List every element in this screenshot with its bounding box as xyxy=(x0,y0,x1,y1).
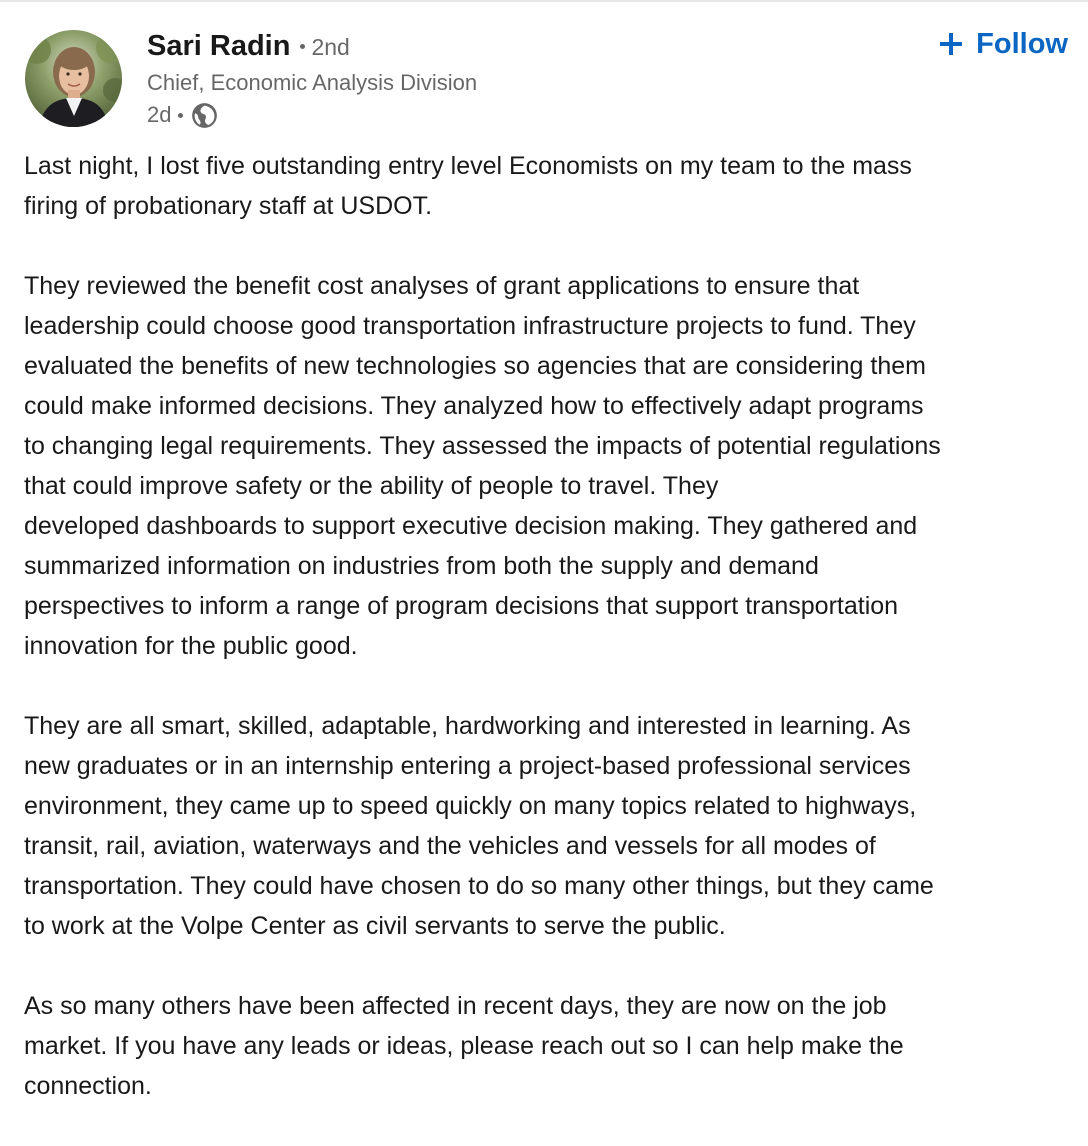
separator-dot xyxy=(178,113,183,118)
profile-photo xyxy=(25,30,122,127)
globe-icon xyxy=(191,102,218,129)
author-headline: Chief, Economic Analysis Division xyxy=(147,70,478,95)
author-name[interactable]: Sari Radin xyxy=(147,30,291,62)
avatar[interactable] xyxy=(25,30,122,127)
connection-degree xyxy=(298,34,349,61)
connection-degree-label: 2nd xyxy=(311,34,350,60)
author-line xyxy=(147,30,350,68)
post-paragraph: They reviewed the benefit cost analyses of grant applications to ensure that leadership could choose good transportation infrastructure projects to fund. They evaluated the benefits of new technologies so agencies that are considering them could make informed decisions. They analyzed how to effectively adapt programs to changing legal requirements. They assessed the impacts of potential regulations that could improve safety or the ability of people to travel. They developed dashboards to support executive decision making. They gathered and summarized information on industries from both the supply and demand perspectives to inform a range of program decisions that support transportation innovation for the public good. xyxy=(24,272,941,660)
plus-icon xyxy=(938,31,964,57)
follow-label: Follow xyxy=(976,27,1068,60)
post-paragraph: They are all smart, skilled, adaptable, hardworking and interested in learning. As new graduates or in an internship entering a project-based professional services environment, they came up to speed quickly on many topics related to highways, transit, rail, aviation, waterways and the vehicles and vessels for all modes of transportation. They could have chosen to do so many other things, but they came to work at the Volpe Center as civil servants to serve the public. xyxy=(24,712,934,940)
post-meta xyxy=(147,100,218,130)
post-text xyxy=(24,146,1069,1146)
post-paragraph: As so many others have been affected in recent days, they are now on the job market. If you have any leads or ideas, please reach out so I can help make the connection. xyxy=(24,992,904,1100)
follow-button[interactable] xyxy=(938,24,1068,64)
post-time[interactable]: 2d xyxy=(147,102,172,127)
top-divider xyxy=(0,0,1088,2)
post-paragraph: Last night, I lost five outstanding entry level Economists on my team to the mass firing of probationary staff at USDOT. xyxy=(24,152,912,220)
separator-dot xyxy=(300,44,305,49)
